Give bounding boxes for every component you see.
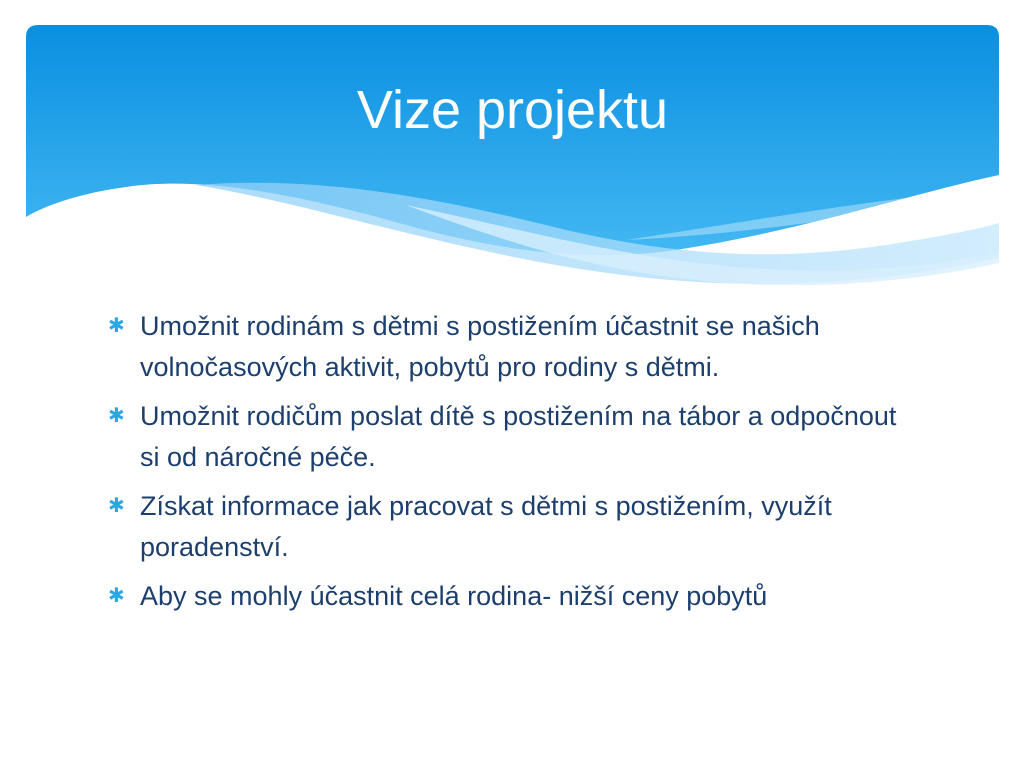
bullet-text: Umožnit rodinám s dětmi s postižením účastnit se našich volnočasových aktivit, pobytů pro rodiny s dětmi. [140, 311, 820, 382]
bullet-text: Umožnit rodičům poslat dítě s postižením na tábor a odpočnout si od náročné péče. [140, 401, 897, 472]
wave-header-graphic [26, 25, 999, 285]
bullet-text: Aby se mohly účastnit celá rodina- nižší ceny pobytů [140, 581, 768, 611]
slide-title: Vize projektu [356, 80, 669, 140]
bullet-list [105, 306, 905, 625]
asterisk-icon: ✱ [108, 315, 125, 337]
list-item [105, 306, 905, 388]
header-banner [26, 25, 999, 285]
list-item [105, 486, 905, 568]
asterisk-icon: ✱ [108, 495, 125, 517]
asterisk-icon: ✱ [108, 585, 125, 607]
asterisk-icon: ✱ [108, 405, 125, 427]
list-item [105, 396, 905, 478]
list-item [105, 576, 905, 617]
bullet-text: Získat informace jak pracovat s dětmi s postižením, využít poradenství. [140, 491, 832, 562]
